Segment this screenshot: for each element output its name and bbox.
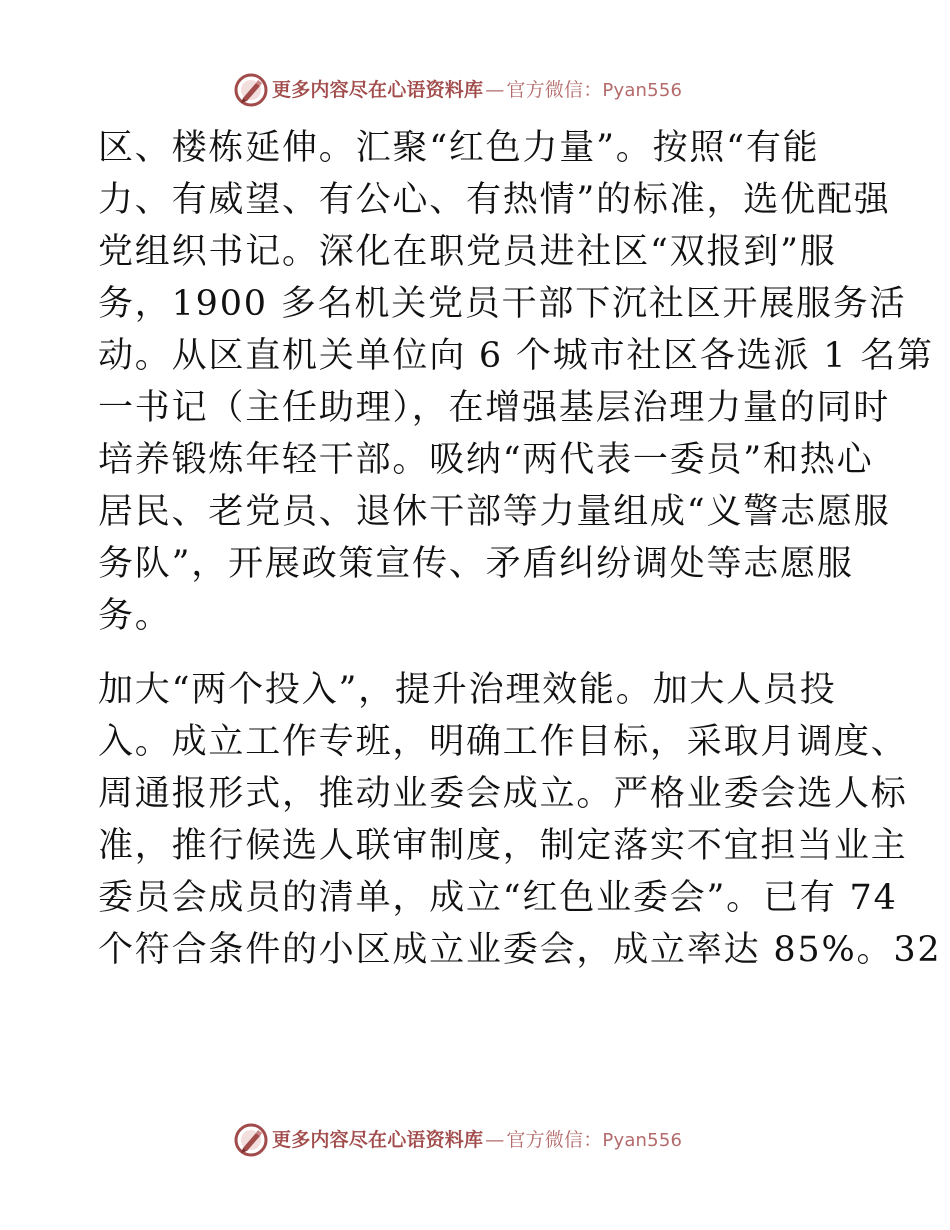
text-line: 务，1900 多名机关党员干部下沉社区开展服务活: [98, 284, 907, 324]
text-line: 动。从区直机关单位向 6 个城市社区各选派 1 名第: [98, 336, 934, 376]
text-line: 居民、老党员、退休干部等力量组成“义警志愿服: [98, 492, 891, 532]
text-line: 一书记（主任助理），在增强基层治理力量的同时: [98, 388, 891, 428]
header-watermark: [234, 72, 682, 108]
text-line: 培养锻炼年轻干部。吸纳“两代表一委员”和热心: [98, 440, 874, 480]
header-brand-text: [272, 78, 683, 101]
text-line: 准，推行候选人联审制度，制定落实不宜担当业主: [98, 826, 908, 866]
paragraph-1: [98, 122, 934, 642]
header-brand-name: 更多内容尽在心语资料库: [272, 78, 484, 101]
document-body: [98, 122, 942, 976]
text-line: 党组织书记。深化在职党员进社区“双报到”服: [98, 232, 837, 272]
text-line: 周通报形式，推动业委会成立。严格业委会选人标: [98, 774, 908, 814]
text-line: 力、有威望、有公心、有热情”的标准，选优配强: [98, 180, 891, 220]
header-wechat-id: Pyan556: [602, 79, 683, 101]
text-line: 务队”，开展政策宣传、矛盾纠纷调处等志愿服: [98, 544, 854, 584]
paragraph-gap: [98, 642, 878, 664]
footer-watermark: [234, 1122, 682, 1158]
text-line: 加大“两个投入”，提升治理效能。加大人员投: [98, 670, 837, 710]
header-dash: —: [485, 78, 505, 101]
pen-logo-icon: [234, 73, 268, 107]
footer-brand-text: [272, 1128, 683, 1151]
footer-dash: —: [485, 1128, 505, 1151]
footer-wechat-id: Pyan556: [602, 1129, 683, 1151]
text-line: 入。成立工作专班，明确工作目标，采取月调度、: [98, 722, 908, 762]
text-line: 务。: [98, 596, 172, 636]
paragraph-2: [98, 664, 942, 976]
footer-brand-name: 更多内容尽在心语资料库: [272, 1128, 484, 1151]
header-brand-suffix: 官方微信：: [506, 78, 603, 101]
text-line: 个符合条件的小区成立业委会，成立率达 85%。32: [98, 930, 942, 970]
pen-logo-icon: [234, 1123, 268, 1157]
text-line: 区、楼栋延伸。汇聚“红色力量”。按照“有能: [98, 128, 820, 168]
footer-brand-suffix: 官方微信：: [506, 1128, 603, 1151]
text-line: 委员会成员的清单，成立“红色业委会”。已有 74: [98, 878, 898, 918]
